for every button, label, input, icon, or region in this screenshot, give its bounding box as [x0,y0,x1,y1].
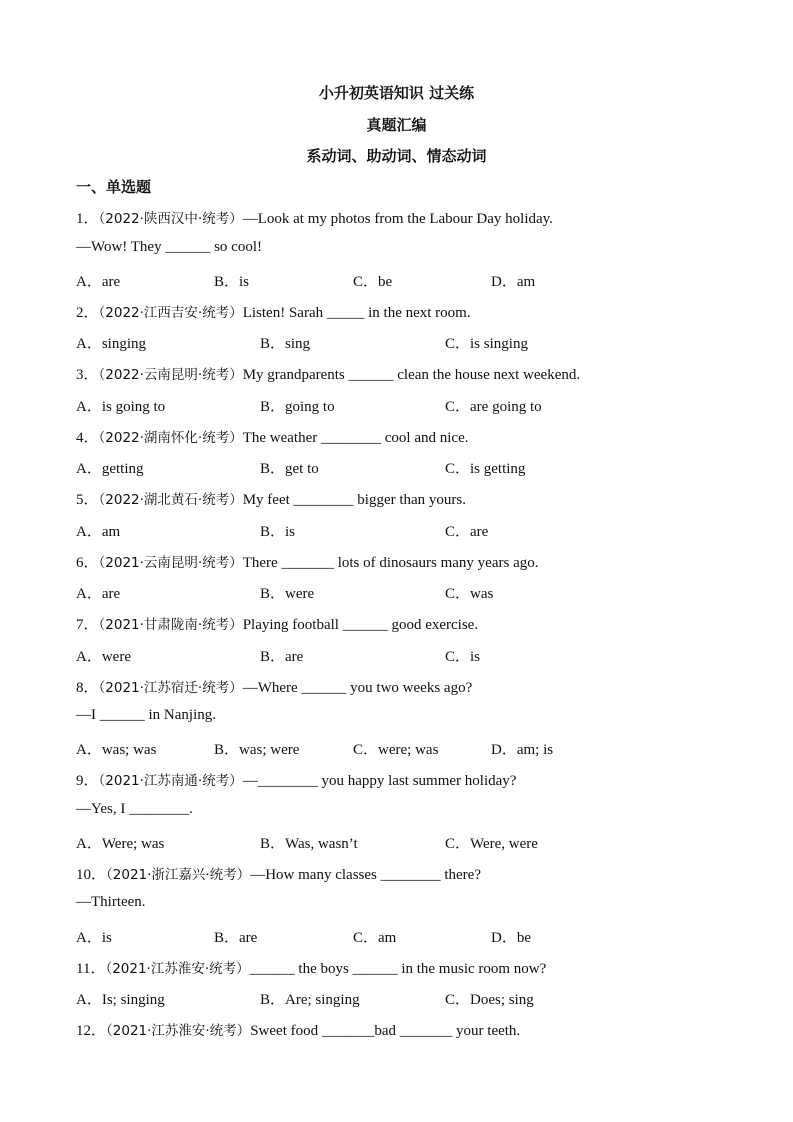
question-number: 12． [76,1023,107,1039]
option-a[interactable]: A．Were; was [76,836,165,852]
question-number: 2． [76,305,99,321]
question-4-stem [76,426,468,447]
question-8-options [76,738,716,758]
question-8-stem-2: —I ______ in Nanjing. [76,707,216,723]
question-number: 5． [76,492,99,508]
option-c[interactable]: C．is getting [445,461,526,477]
question-2-stem [76,301,471,322]
option-a[interactable]: A．are [76,586,121,602]
question-7-options [76,645,716,665]
option-b[interactable]: B．was; were [214,742,300,758]
question-source: （2022·江西吉安·统考） [98,305,243,321]
option-c[interactable]: C．be [353,274,393,290]
option-c[interactable]: C．is singing [445,336,528,352]
question-source: （2021·江苏南通·统考） [98,773,243,789]
question-source: （2021·云南昆明·统考） [98,555,243,571]
question-5-stem [76,488,466,509]
option-b[interactable]: B．are [260,649,304,665]
option-b[interactable]: B．were [260,586,315,602]
question-text: —Where ______ you two weeks ago? [242,680,473,696]
question-3-stem [76,363,580,384]
question-source: （2022·湖南怀化·统考） [98,430,243,446]
question-10-stem [76,863,481,884]
question-2-options [76,332,716,352]
option-d[interactable]: D．am [491,274,536,290]
question-8-stem [76,676,472,697]
question-7-stem [76,613,478,634]
option-c[interactable]: C．is [445,649,481,665]
question-source: （2022·云南昆明·统考） [98,367,243,383]
question-12-stem [76,1019,520,1040]
question-number: 8． [76,680,99,696]
option-a[interactable]: A．Is; singing [76,992,165,1008]
option-d[interactable]: D．be [491,930,532,946]
question-number: 6． [76,555,99,571]
question-10-stem-2: —Thirteen. [76,894,146,910]
question-3-options [76,395,716,415]
question-6-stem [76,551,539,572]
question-9-stem [76,769,516,790]
question-source: （2021·甘肃陇南·统考） [98,617,243,633]
question-text: My grandparents ______ clean the house next weekend. [242,367,581,383]
question-number: 7． [76,617,99,633]
option-b[interactable]: B．is [260,524,296,540]
option-b[interactable]: B．sing [260,336,311,352]
question-number: 1． [76,211,99,227]
question-source: （2021·浙江嘉兴·统考） [106,867,251,883]
question-text: There _______ lots of dinosaurs many years ago. [242,555,539,571]
option-a[interactable]: A．is [76,930,112,946]
question-number: 9． [76,773,99,789]
option-a[interactable]: A．are [76,274,121,290]
option-b[interactable]: B．is [214,274,250,290]
question-11-options [76,988,716,1008]
option-c[interactable]: C．am [353,930,397,946]
question-source: （2021·江苏宿迁·统考） [98,680,243,696]
question-number: 11． [76,961,106,977]
question-text: —How many classes ________ there? [250,867,481,883]
question-text: Sweet food _______bad _______ your teeth. [250,1023,521,1039]
question-11-stem [76,957,546,978]
question-source: （2021·江苏淮安·统考） [106,1023,251,1039]
question-text: Playing football ______ good exercise. [242,617,479,633]
question-source: （2021·江苏淮安·统考） [105,961,250,977]
option-a[interactable]: A．am [76,524,121,540]
option-a[interactable]: A．singing [76,336,147,352]
option-c[interactable]: C．were; was [353,742,439,758]
option-c[interactable]: C．are [445,524,489,540]
option-b[interactable]: B．Are; singing [260,992,360,1008]
option-c[interactable]: C．are going to [445,399,542,415]
section-heading: 一、单选题 [76,178,152,196]
question-text: The weather ________ cool and nice. [242,430,469,446]
option-b[interactable]: B．are [214,930,258,946]
topic-heading: 系动词、助动词、情态动词 [306,147,487,165]
question-1-stem [76,207,553,228]
question-5-options [76,520,716,540]
question-text: ______ the boys ______ in the music room now? [249,961,547,977]
question-text: Listen! Sarah _____ in the next room. [242,305,471,321]
question-text: My feet ________ bigger than yours. [242,492,467,508]
question-text: —Look at my photos from the Labour Day holiday. [242,211,553,227]
question-10-options [76,926,716,946]
question-number: 4． [76,430,99,446]
option-a[interactable]: A．was; was [76,742,157,758]
option-b[interactable]: B．Was, wasn’t [260,836,358,852]
option-a[interactable]: A．were [76,649,131,665]
option-b[interactable]: B．going to [260,399,335,415]
option-c[interactable]: C．Were, were [445,836,538,852]
question-9-stem-2: —Yes, I ________. [76,801,193,817]
option-c[interactable]: C．Does; sing [445,992,534,1008]
question-1-stem-2: —Wow! They ______ so cool! [76,239,262,255]
option-a[interactable]: A．is going to [76,399,166,415]
question-source: （2022·陕西汉中·统考） [98,211,243,227]
subtitle: 真题汇编 [366,116,427,134]
question-text: —________ you happy last summer holiday? [242,773,517,789]
option-c[interactable]: C．was [445,586,494,602]
question-number: 3． [76,367,99,383]
question-source: （2022·湖北黄石·统考） [98,492,243,508]
question-4-options [76,457,716,477]
question-9-options [76,832,716,852]
option-d[interactable]: D．am; is [491,742,554,758]
question-1-options [76,270,716,290]
option-a[interactable]: A．getting [76,461,144,477]
question-6-options [76,582,716,602]
title: 小升初英语知识 过关练 [318,84,475,102]
option-b[interactable]: B．get to [260,461,319,477]
question-number: 10． [76,867,107,883]
